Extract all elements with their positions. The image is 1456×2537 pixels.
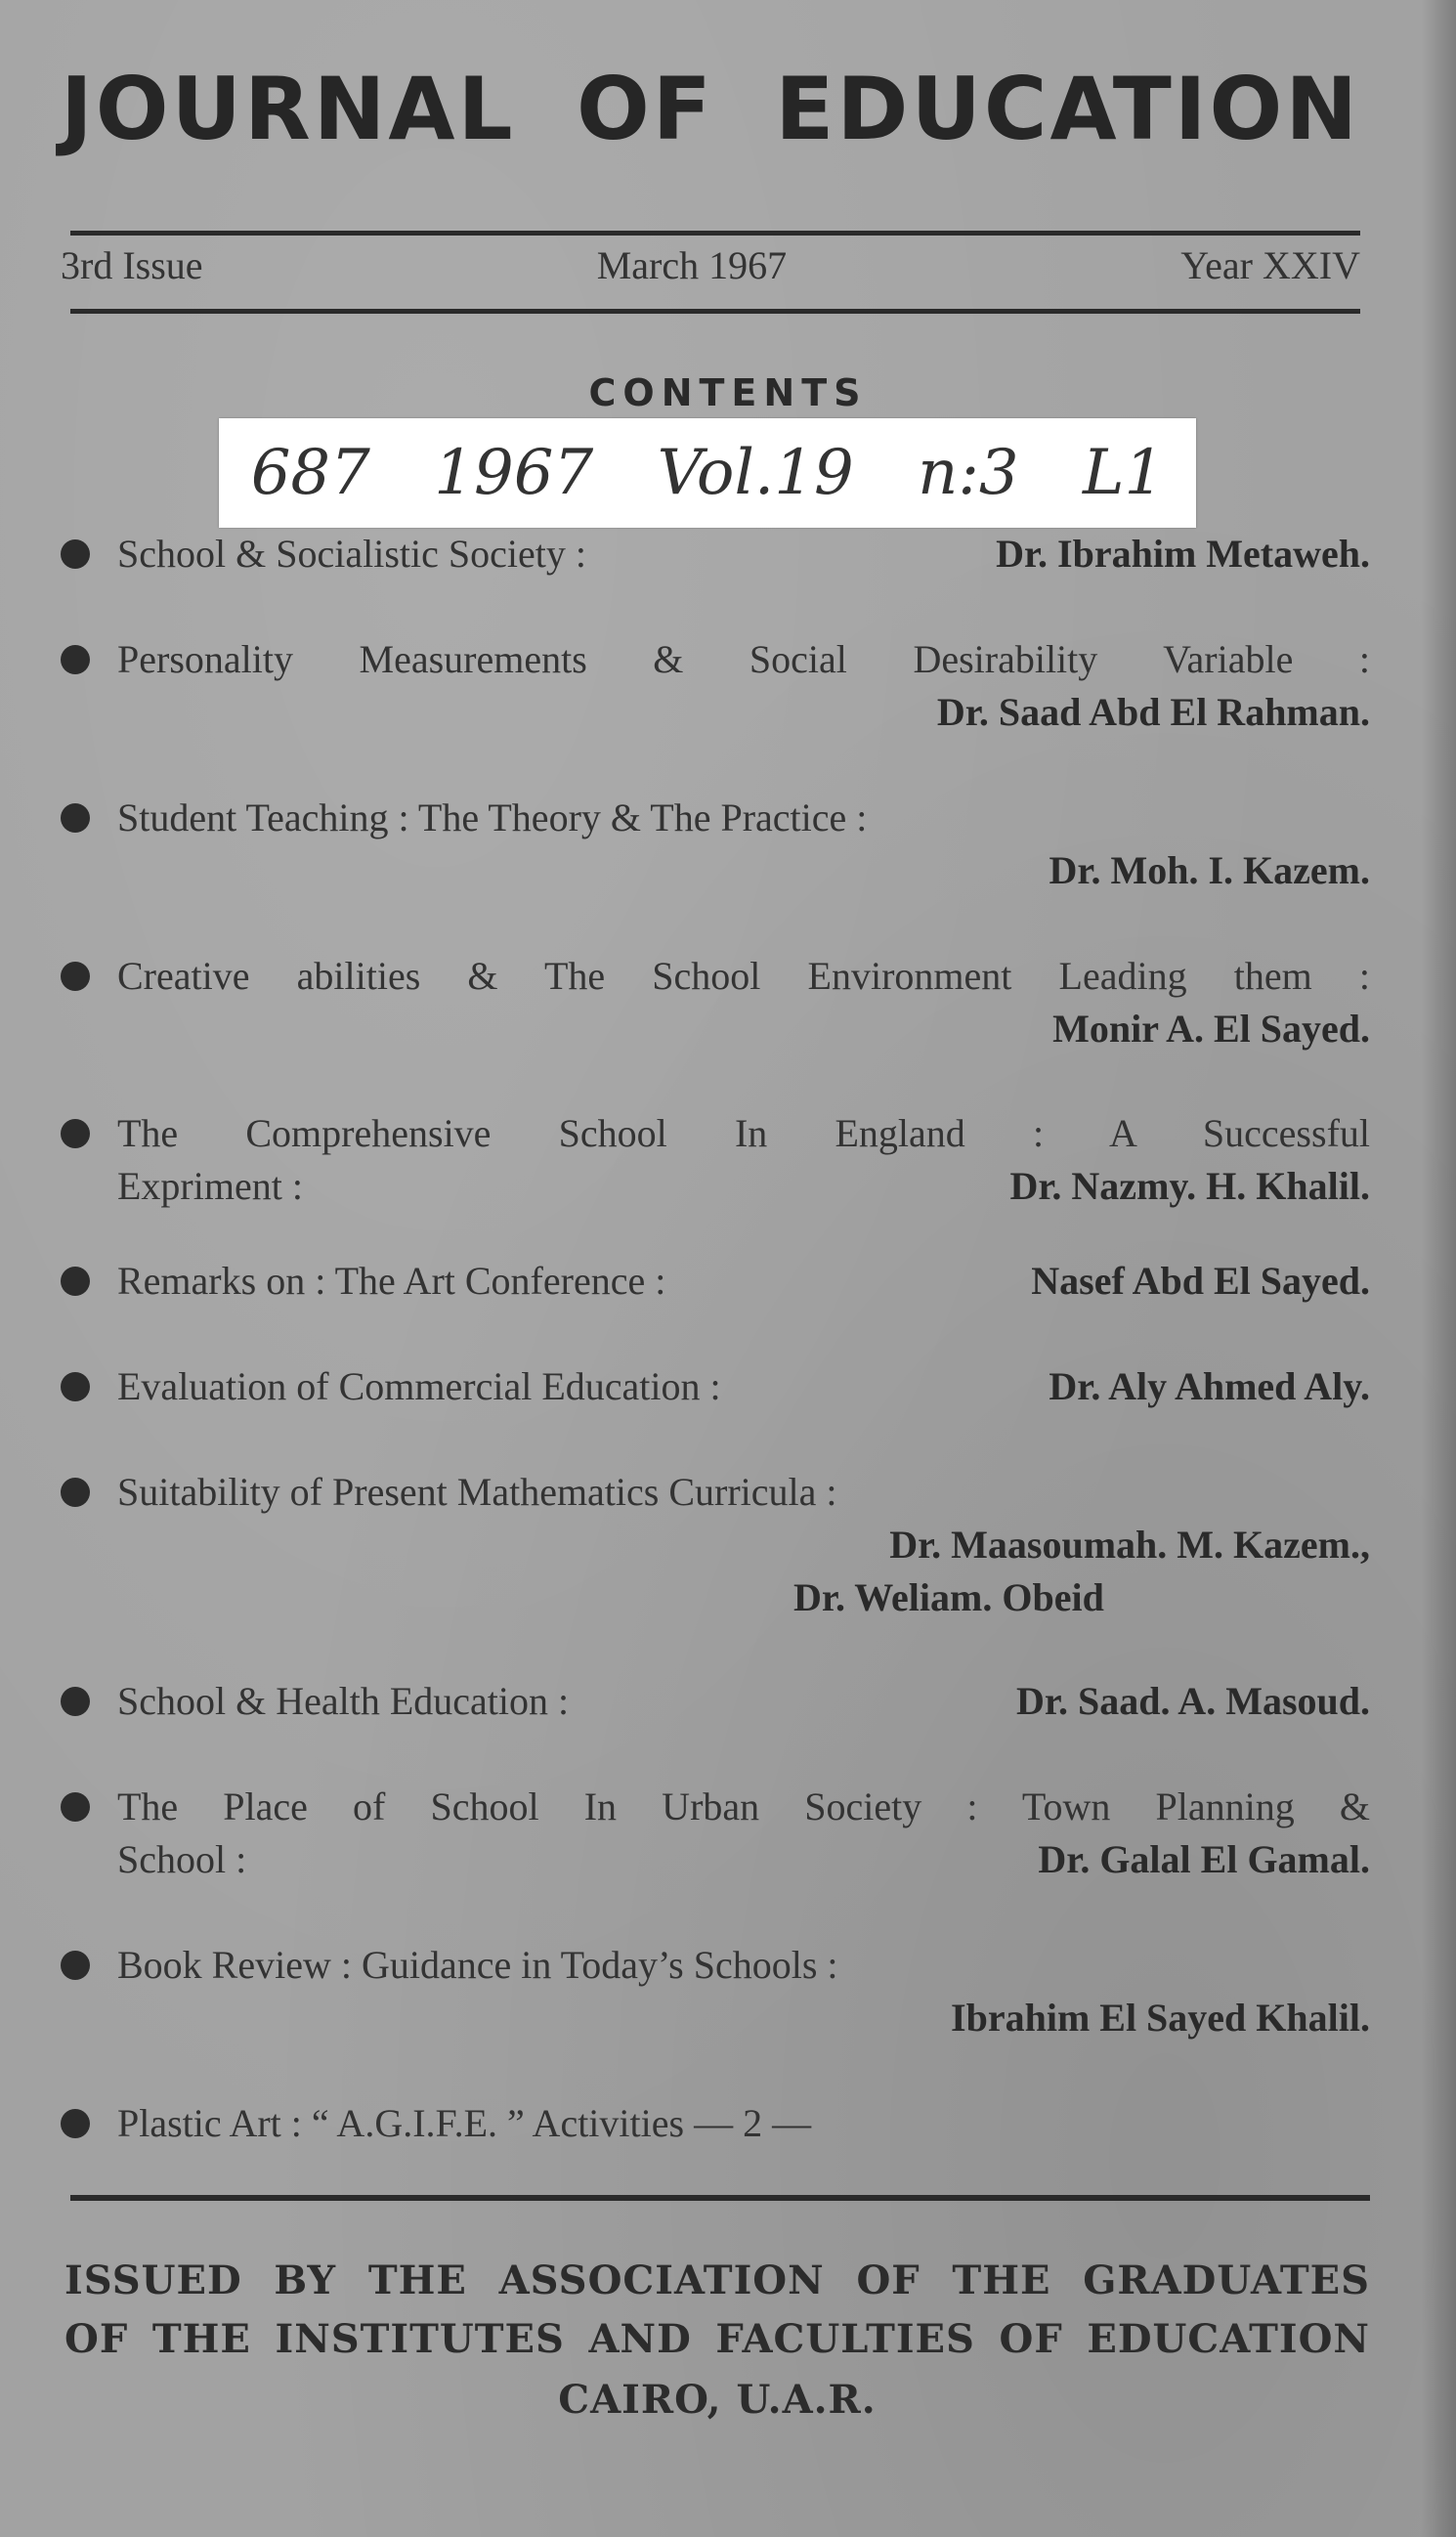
toc-entry-author: Dr. Moh. I. Kazem. bbox=[1049, 848, 1370, 892]
bullet-icon bbox=[61, 962, 90, 991]
toc-entry-title: Remarks on : The Art Conference : bbox=[117, 1259, 666, 1303]
toc-entry-title: Student Teaching : The Theory & The Practice : bbox=[117, 796, 868, 839]
toc-entry-author: Dr. Ibrahim Metaweh. bbox=[996, 532, 1370, 576]
footer-line-1: ISSUED BY THE ASSOCIATION OF THE GRADUATES bbox=[64, 2258, 1370, 2303]
toc-entry-author-second: Dr. Weliam. Obeid bbox=[793, 1575, 1104, 1619]
toc-entry-author: Monir A. El Sayed. bbox=[1052, 1007, 1370, 1051]
issue-date: March 1967 bbox=[596, 243, 788, 287]
bullet-icon bbox=[61, 1372, 90, 1401]
masthead-word-1: JOURNAL bbox=[61, 59, 516, 159]
toc-entry-author: Ibrahim El Sayed Khalil. bbox=[951, 1996, 1370, 2040]
masthead-word-2: OF bbox=[576, 59, 714, 159]
bullet-icon bbox=[61, 1267, 90, 1296]
toc-entry-title: Personality Measurements & Social Desirability Variable : bbox=[117, 637, 1370, 681]
toc-entry-title: The Place of School In Urban Society : Town Planning & bbox=[117, 1784, 1370, 1828]
toc-entry-title: Book Review : Guidance in Today’s Schools : bbox=[117, 1943, 838, 1987]
toc-entry-title-continued: School : bbox=[117, 1837, 247, 1881]
bullet-icon bbox=[61, 645, 90, 674]
catalog-volume: Vol.19 bbox=[657, 437, 854, 509]
library-catalog-label bbox=[219, 418, 1196, 528]
toc-entry-title: Suitability of Present Mathematics Curricula : bbox=[117, 1470, 837, 1514]
toc-entry-author: Nasef Abd El Sayed. bbox=[1031, 1259, 1370, 1303]
bottom-rule bbox=[70, 2195, 1370, 2201]
toc-entry-author: Dr. Maasoumah. M. Kazem., bbox=[889, 1523, 1370, 1567]
toc-entry-title: Plastic Art : “ A.G.I.F.E. ” Activities — 2 — bbox=[117, 2101, 812, 2145]
catalog-issue-number: n:3 bbox=[918, 437, 1019, 509]
toc-entry-author: Dr. Nazmy. H. Khalil. bbox=[1009, 1164, 1370, 1208]
toc-entry-author: Dr. Aly Ahmed Aly. bbox=[1049, 1364, 1370, 1408]
bullet-icon bbox=[61, 1792, 90, 1822]
toc-entry-title: Evaluation of Commercial Education : bbox=[117, 1364, 721, 1408]
toc-entry-title: School & Socialistic Society : bbox=[117, 532, 586, 576]
catalog-year: 1967 bbox=[434, 437, 594, 509]
bullet-icon bbox=[61, 1687, 90, 1716]
issue-info-line bbox=[61, 242, 1360, 288]
toc-entry-author: Dr. Saad. A. Masoud. bbox=[1016, 1679, 1370, 1723]
issue-number: 3rd Issue bbox=[61, 243, 203, 287]
bullet-icon bbox=[61, 1478, 90, 1507]
contents-heading: CONTENTS bbox=[588, 371, 868, 414]
toc-entry-title: The Comprehensive School In England : A Successful bbox=[117, 1111, 1370, 1155]
bullet-icon bbox=[61, 1951, 90, 1980]
masthead-word-3: EDUCATION bbox=[775, 59, 1360, 159]
bullet-icon bbox=[61, 803, 90, 833]
bullet-icon bbox=[61, 539, 90, 569]
toc-entry-title: School & Health Education : bbox=[117, 1679, 570, 1723]
footer-line-3: CAIRO, U.A.R. bbox=[558, 2377, 877, 2423]
issue-year: Year XXIV bbox=[1180, 243, 1360, 287]
toc-entry-author: Dr. Saad Abd El Rahman. bbox=[936, 690, 1370, 734]
issue-rule bbox=[70, 309, 1360, 314]
journal-masthead bbox=[61, 59, 1360, 159]
toc-entry-author: Dr. Galal El Gamal. bbox=[1038, 1837, 1370, 1881]
bullet-icon bbox=[61, 2109, 90, 2138]
footer-line-2: OF THE INSTITUTES AND FACULTIES OF EDUCATION bbox=[64, 2316, 1370, 2362]
bullet-icon bbox=[61, 1119, 90, 1148]
toc-entry-title: Creative abilities & The School Environment Leading them : bbox=[117, 954, 1370, 998]
catalog-number: 687 bbox=[250, 437, 370, 509]
top-rule bbox=[70, 231, 1360, 236]
toc-entry-title-continued: Expriment : bbox=[117, 1164, 303, 1208]
catalog-shelf-code: L1 bbox=[1083, 437, 1165, 509]
